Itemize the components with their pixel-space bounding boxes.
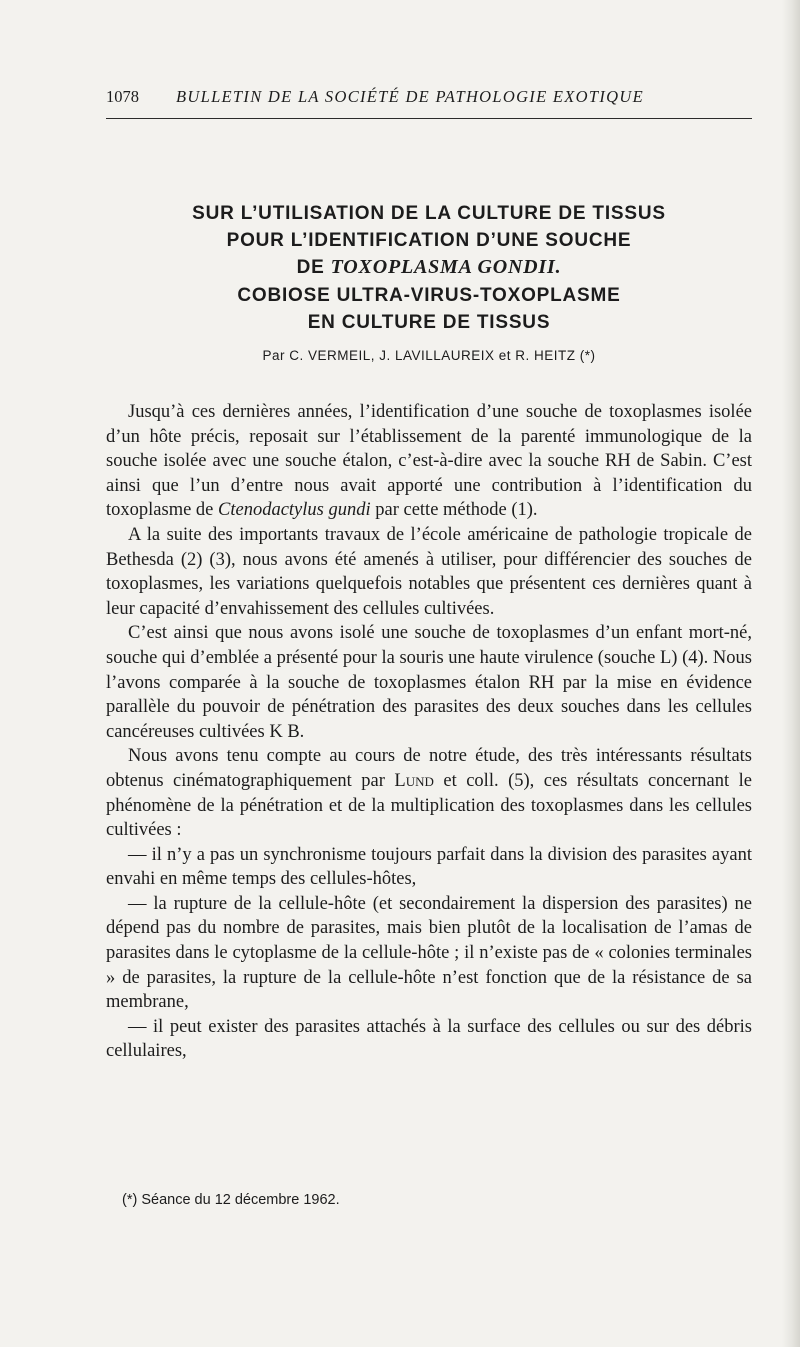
paragraph-7: — il peut exister des parasites attachés à la surface des cellules ou sur des débris cellulaires, [106,1016,752,1062]
title-line-4: COBIOSE ULTRA-VIRUS-TOXOPLASME [237,284,621,306]
footnote: (*) Séance du 12 décembre 1962. [122,1192,340,1208]
paragraph-4 [106,744,752,842]
paragraph-1 [106,400,752,523]
page-number: 1078 [106,87,139,106]
paragraph-6: — la rupture de la cellule-hôte (et secondairement la dispersion des parasites) ne dépend pas du nombre de parasites, mais bien plutôt de la localisation de l’amas de parasites dans le cytoplasme de la cellule-hôte ; il n’existe pas de « colonies terminales » de parasites, la rupture de la cellule-hôte n’est fonction que de la résistance de sa membrane, [106,893,752,1013]
title-line-5: EN CULTURE DE TISSUS [307,311,551,333]
page-edge-shadow [782,0,800,1347]
paragraph-5: — il n’y a pas un synchronisme toujours parfait dans la division des parasites ayant envahi en même temps des cellules-hôtes, [106,844,752,890]
title-line-1: SUR L’UTILISATION DE LA CULTURE DE TISSUS [192,203,666,224]
paragraph-1-species: Ctenodactylus gundi [218,500,371,521]
title-line-2: POUR L’IDENTIFICATION D’UNE SOUCHE [226,230,632,252]
article-body [106,400,752,1064]
paragraph-4-text-a: Nous avons tenu compte au cours de notre étude, des très intéressants résultats obtenus cinématographiquement par [106,746,752,791]
paragraph-3: C’est ainsi que nous avons isolé une souche de toxoplasmes d’un enfant mort-né, souche qui d’emblée a présenté pour la souris une haute virulence (souche L) (4). Nous l’avons comparée à la souche de toxoplasmes étalon RH par la mise en évidence parallèle du pouvoir de pénétration des parasites des deux souches dans les cellules cancéreuses cultivées K B. [106,623,752,742]
paragraph-1-text-b: par cette méthode (1). [370,500,538,521]
paragraph-1-text-a: Jusqu’à ces dernières années, l’identification d’une souche de toxoplasmes isolée d’un hôte précis, reposait sur l’établissement de la parenté immunologique de la souche isolée avec une souche étalon, c’est-à-dire avec la souche RH de Sabin. C’est ainsi que l’un d’entre nous avait apporté une contribution à l’identification du toxoplasme de [106,402,752,521]
article-title [106,200,752,336]
paragraph-2: A la suite des importants travaux de l’école américaine de pathologie tropicale de Bethesda (2) (3), nous avons été amenés à utiliser, pour différencier des souches de toxoplasmes, les variations quelquefois notables que présentent ces dernières quant à leur capacité d’envahissement des cellules cultivées. [106,524,752,619]
journal-title: BULLETIN DE LA SOCIÉTÉ DE PATHOLOGIE EXOTIQUE [176,87,644,106]
paragraph-4-author: Lund [394,770,434,791]
title-species-name: TOXOPLASMA GONDII. [330,256,562,279]
header-rule [106,118,752,119]
title-line-3-prefix: DE [296,257,331,279]
title-line-3 [106,254,752,281]
paragraph-4-text-b: et coll. (5), ces résultats concernant le phénomène de la pénétration et de la multiplication des toxoplasmes dans les cellules cultivées : [106,770,752,841]
authors-byline: Par C. VERMEIL, J. LAVILLAUREIX et R. HEITZ (*) [262,348,596,363]
